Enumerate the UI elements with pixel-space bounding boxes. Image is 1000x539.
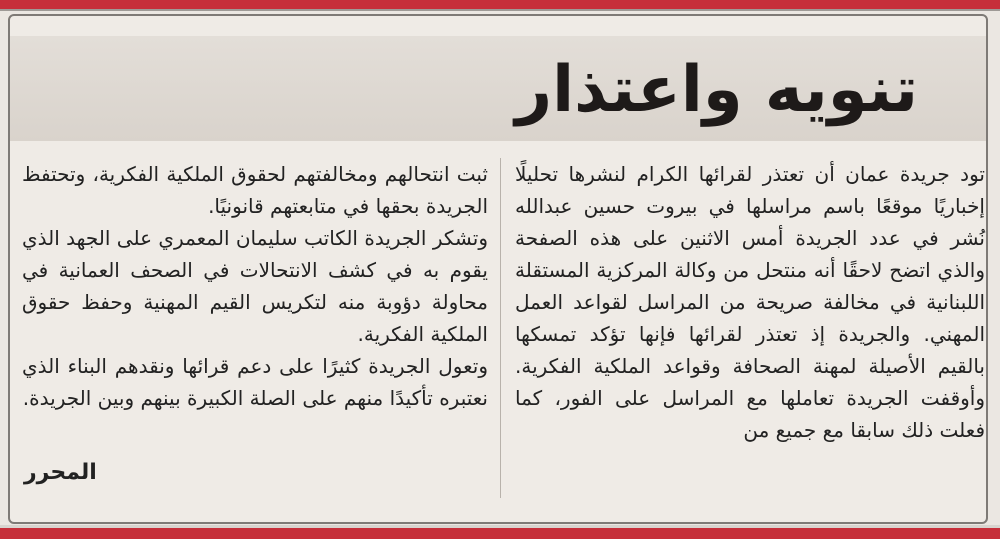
article-column-left — [22, 158, 488, 414]
top-accent-bar — [0, 0, 1000, 9]
article-paragraph: وتعول الجريدة كثيرًا على دعم قرائها ونقدهم البناء الذي نعتبره تأكيدًا منهم على الصلة الكبيرة بينهم وبين الجريدة. — [22, 354, 488, 410]
top-divider-line — [0, 9, 1000, 11]
article-paragraph: ثبت انتحالهم ومخالفتهم لحقوق الملكية الفكرية، وتحتفظ الجريدة بحقها في متابعتهم قانونيًا. — [22, 162, 488, 218]
column-divider — [500, 158, 501, 498]
article-paragraph: وتشكر الجريدة الكاتب سليمان المعمري على الجهد الذي يقوم به في كشف الانتحالات في الصحف العمانية في محاولة دؤوبة منه لتكريس القيم المهنية وحفظ حقوق الملكية الفكرية. — [22, 226, 488, 346]
article-title: تنويه واعتذار — [515, 53, 918, 127]
editor-signature: المحرر — [24, 460, 97, 485]
article-paragraph: تود جريدة عمان أن تعتذر لقرائها الكرام لنشرها تحليلًا إخباريًا موقعًا باسم مراسلها في بيروت حسين عبدالله نُشر في عدد الجريدة أمس الاثنين على هذه الصفحة والذي اتضح لاحقًا أنه منتحل من وكالة المركزية المستقلة اللبنانية في مخالفة صريحة من المراسل لقواعد العمل المهني. والجريدة إذ تعتذر لقرائها فإنها تؤكد تمسكها بالقيم الأصيلة لمهنة الصحافة وقواعد الملكية الفكرية. وأوقفت الجريدة تعاملها مع المراسل على الفور، كما فعلت ذلك سابقا مع جميع من — [515, 162, 985, 442]
bottom-accent-bar — [0, 525, 1000, 539]
article-column-right — [515, 158, 985, 446]
